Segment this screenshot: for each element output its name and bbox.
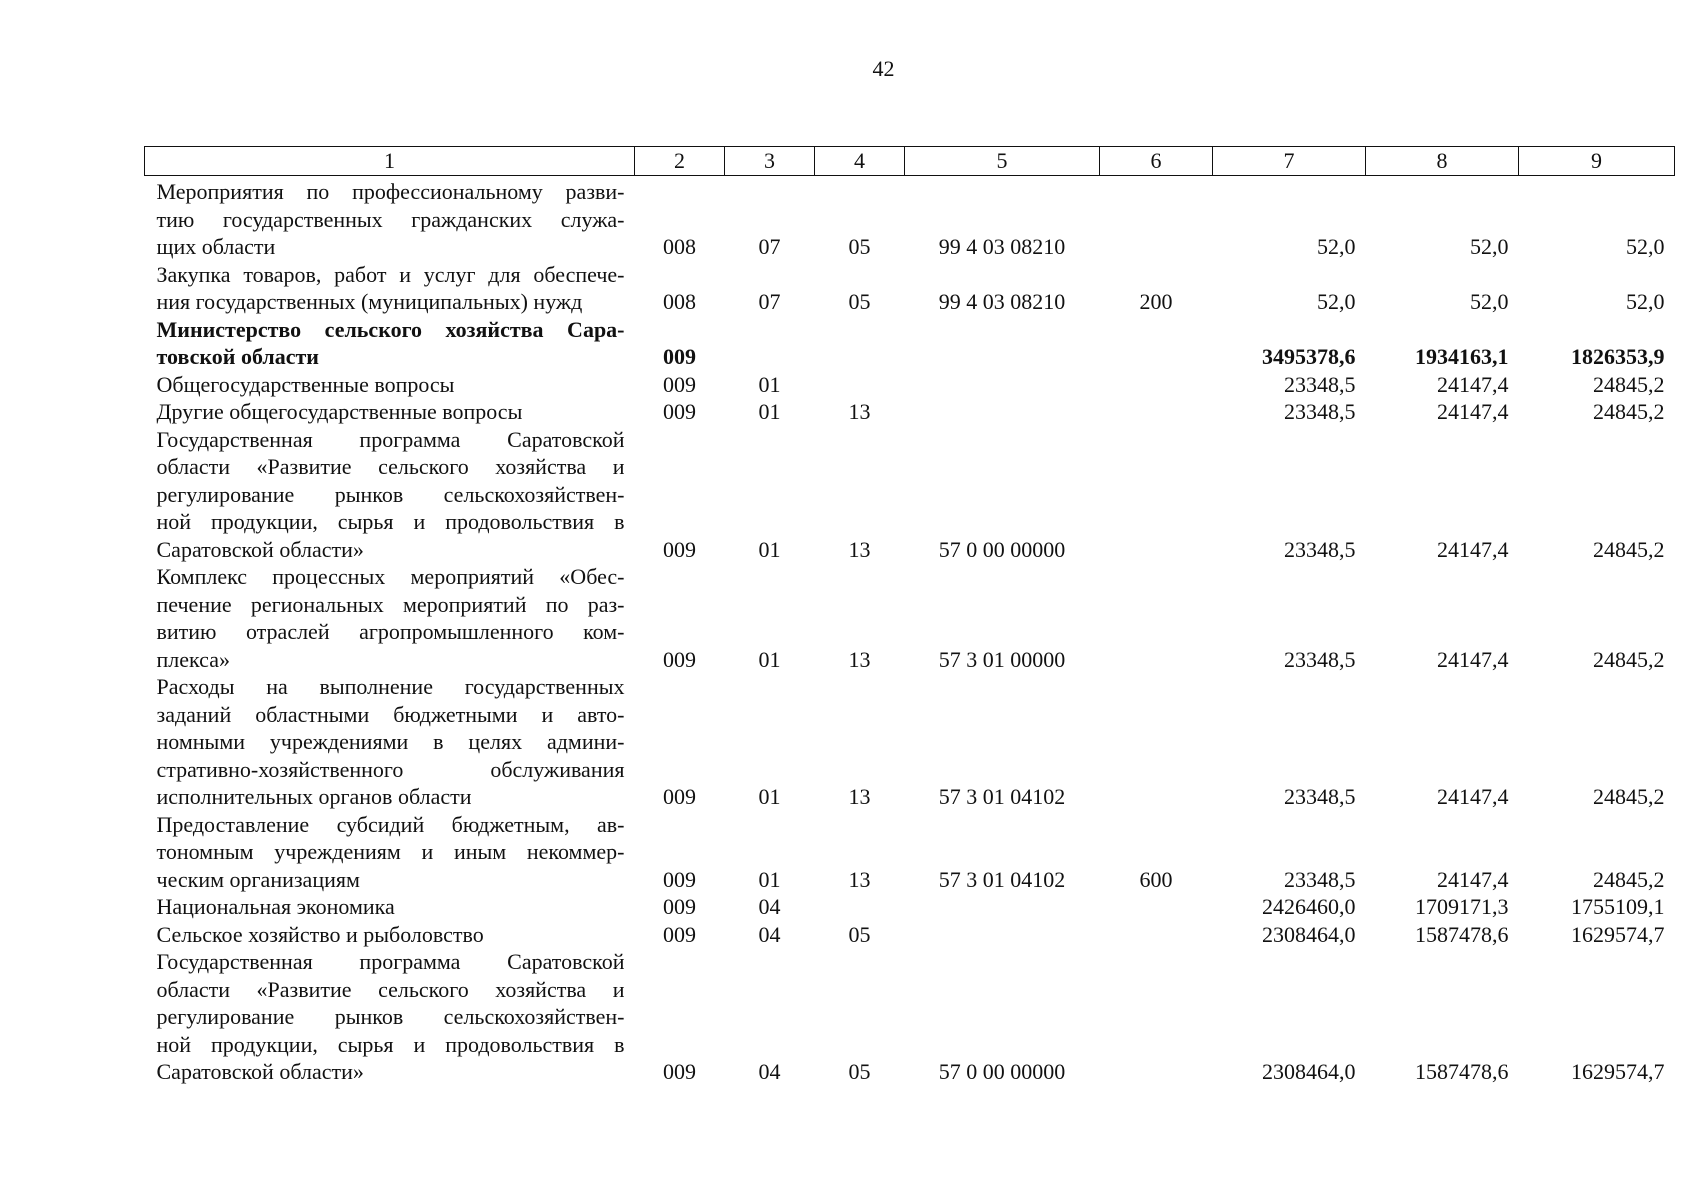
- expense-type-code: [1100, 398, 1213, 426]
- ministry-code: 008: [663, 289, 696, 314]
- column-header: 8: [1366, 147, 1519, 176]
- row-name-line: Саратовской области»: [156, 1059, 364, 1084]
- section-code: 04: [758, 1059, 781, 1084]
- row-name-line: товской области: [156, 344, 319, 369]
- table-row: [145, 316, 1675, 371]
- expense-type-code: [1100, 426, 1213, 564]
- table-row: [145, 673, 1675, 811]
- table-row: [145, 261, 1675, 316]
- target-article-code: 57 0 00 00000: [938, 1059, 1066, 1084]
- amount-col-7: 2308464,0: [1262, 1059, 1356, 1084]
- subsection-code: 13: [848, 536, 871, 562]
- row-name-line: щих области: [156, 234, 276, 259]
- amount-col-7: 23348,5: [1284, 371, 1356, 397]
- page-number: 42: [872, 56, 895, 81]
- amount-col-8: 24147,4: [1437, 784, 1509, 809]
- ministry-code: 009: [663, 784, 696, 809]
- section-code: 07: [758, 234, 781, 259]
- row-name-line: тономным учреждениям и иным некоммер-: [156, 839, 625, 864]
- row-name-line: Другие общегосударственные вопросы: [156, 399, 523, 424]
- amount-col-7: 23348,5: [1284, 646, 1356, 672]
- amount-col-8: 24147,4: [1437, 536, 1509, 562]
- table-row: [145, 563, 1675, 673]
- expense-type-code: [1100, 316, 1213, 371]
- table-row: [145, 176, 1675, 261]
- section-code: 01: [758, 371, 781, 397]
- amount-col-7: 23348,5: [1284, 399, 1356, 424]
- row-name-line: Государственная программа Саратовской: [156, 426, 625, 452]
- amount-col-9: 1755109,1: [1571, 894, 1665, 919]
- column-header: 7: [1213, 147, 1366, 176]
- expense-type-code: [1100, 673, 1213, 811]
- subsection-code: 05: [848, 289, 871, 314]
- column-number-header-row: [145, 147, 1675, 176]
- ministry-code: 009: [663, 921, 696, 947]
- row-name-line: Предоставление субсидий бюджетным, ав-: [156, 811, 625, 837]
- expense-type-code: [1100, 371, 1213, 399]
- expense-type-code: [1100, 176, 1213, 261]
- amount-col-8: 1934163,1: [1415, 344, 1509, 369]
- row-name: [145, 176, 635, 261]
- budget-table: [144, 146, 1675, 1086]
- ministry-code: 009: [663, 646, 696, 672]
- table-row: [145, 811, 1675, 894]
- amount-col-7: 52,0: [1317, 234, 1356, 259]
- target-article-code: [905, 398, 1100, 426]
- expense-type-code: [1100, 893, 1213, 921]
- row-name-line: тию государственных гражданских служа-: [156, 206, 625, 232]
- row-name: [145, 921, 635, 949]
- row-name-line: Государственная программа Саратовской: [156, 949, 625, 974]
- row-name: [145, 426, 635, 564]
- row-name-line: Мероприятия по профессиональному разви-: [156, 179, 625, 204]
- ministry-code: 008: [663, 234, 696, 259]
- table-row: [145, 426, 1675, 564]
- target-article-code: [905, 893, 1100, 921]
- table-row: [145, 371, 1675, 399]
- row-name-line: Саратовской области»: [156, 536, 364, 562]
- table-row: [145, 893, 1675, 921]
- row-name-line: печение региональных мероприятий по раз-: [156, 591, 625, 617]
- table-row: [145, 921, 1675, 949]
- subsection-code: [815, 371, 905, 399]
- amount-col-8: 1709171,3: [1415, 894, 1509, 919]
- target-article-code: [905, 921, 1100, 949]
- row-name-line: исполнительных органов области: [156, 784, 472, 809]
- amount-col-8: 24147,4: [1437, 399, 1509, 424]
- column-header: 1: [145, 147, 635, 176]
- subsection-code: [815, 893, 905, 921]
- table-row: [145, 948, 1675, 1086]
- row-name: [145, 398, 635, 426]
- row-name-line: Общегосударственные вопросы: [156, 371, 455, 397]
- amount-col-9: 52,0: [1626, 234, 1665, 259]
- row-name-line: стративно-хозяйственного обслуживания: [156, 756, 625, 782]
- section-code: 01: [758, 784, 781, 809]
- amount-col-9: 24845,2: [1593, 399, 1665, 424]
- amount-col-7: 23348,5: [1284, 866, 1356, 892]
- section-code: 01: [758, 399, 781, 424]
- row-name-line: регулирование рынков сельскохозяйствен-: [156, 1004, 625, 1029]
- row-name-line: ния государственных (муниципальных) нужд: [156, 289, 583, 314]
- row-name-line: области «Развитие сельского хозяйства и: [156, 454, 625, 479]
- subsection-code: 05: [848, 1059, 871, 1084]
- amount-col-9: 52,0: [1626, 289, 1665, 314]
- subsection-code: 05: [848, 234, 871, 259]
- column-header: 3: [725, 147, 815, 176]
- section-code: 01: [758, 866, 781, 892]
- target-article-code: 57 3 01 04102: [938, 866, 1066, 892]
- table-row: [145, 398, 1675, 426]
- ministry-code: 009: [663, 344, 696, 369]
- amount-col-8: 24147,4: [1437, 646, 1509, 672]
- column-header: 4: [815, 147, 905, 176]
- section-code: 01: [758, 536, 781, 562]
- row-name-line: Расходы на выполнение государственных: [156, 674, 625, 699]
- row-name-line: Национальная экономика: [156, 894, 395, 919]
- ministry-code: 009: [663, 371, 696, 397]
- row-name-line: регулирование рынков сельскохозяйствен-: [156, 481, 625, 507]
- amount-col-8: 52,0: [1470, 289, 1509, 314]
- expense-type-code: [1100, 563, 1213, 673]
- subsection-code: 13: [848, 646, 871, 672]
- amount-col-9: 24845,2: [1593, 646, 1665, 672]
- row-name: [145, 563, 635, 673]
- amount-col-8: 52,0: [1470, 234, 1509, 259]
- amount-col-7: 23348,5: [1284, 784, 1356, 809]
- amount-col-9: 1826353,9: [1571, 344, 1665, 369]
- section-code: 04: [758, 921, 781, 947]
- ministry-code: 009: [663, 866, 696, 892]
- amount-col-9: 24845,2: [1593, 371, 1665, 397]
- row-name-line: заданий областными бюджетными и авто-: [156, 701, 625, 727]
- target-article-code: [905, 371, 1100, 399]
- expense-type-code: [1100, 921, 1213, 949]
- amount-col-9: 24845,2: [1593, 866, 1665, 892]
- expense-type-code: 200: [1139, 289, 1173, 314]
- target-article-code: 57 3 01 04102: [938, 784, 1066, 809]
- expense-type-code: 600: [1139, 866, 1173, 892]
- row-name-line: Комплекс процессных мероприятий «Обес-: [156, 564, 625, 589]
- row-name-line: Сельское хозяйство и рыболовство: [156, 921, 484, 947]
- subsection-code: [815, 316, 905, 371]
- ministry-code: 009: [663, 399, 696, 424]
- subsection-code: 05: [848, 921, 871, 947]
- column-header: 6: [1100, 147, 1213, 176]
- subsection-code: 13: [848, 784, 871, 809]
- section-code: 01: [758, 646, 781, 672]
- amount-col-9: 24845,2: [1593, 784, 1665, 809]
- amount-col-7: 3495378,6: [1262, 344, 1356, 369]
- row-name-line: плекса»: [156, 646, 230, 672]
- amount-col-8: 1587478,6: [1415, 1059, 1509, 1084]
- ministry-code: 009: [663, 1059, 696, 1084]
- amount-col-9: 1629574,7: [1571, 1059, 1665, 1084]
- row-name: [145, 316, 635, 371]
- section-code: [725, 316, 815, 371]
- table-body: [145, 176, 1675, 1086]
- row-name: [145, 893, 635, 921]
- row-name-line: номными учреждениями в целях админи-: [156, 729, 625, 754]
- amount-col-8: 24147,4: [1437, 866, 1509, 892]
- column-header: 2: [635, 147, 725, 176]
- target-article-code: 57 0 00 00000: [938, 536, 1066, 562]
- row-name: [145, 673, 635, 811]
- section-code: 04: [758, 894, 781, 919]
- amount-col-7: 52,0: [1317, 289, 1356, 314]
- row-name: [145, 811, 635, 894]
- row-name-line: Министерство сельского хозяйства Сара-: [156, 316, 625, 342]
- row-name: [145, 371, 635, 399]
- row-name-line: витию отраслей агропромышленного ком-: [156, 619, 625, 644]
- target-article-code: 57 3 01 00000: [938, 646, 1066, 672]
- subsection-code: 13: [848, 866, 871, 892]
- amount-col-7: 2426460,0: [1262, 894, 1356, 919]
- row-name: [145, 948, 635, 1086]
- amount-col-8: 1587478,6: [1415, 921, 1509, 947]
- expense-type-code: [1100, 948, 1213, 1086]
- column-header: 9: [1519, 147, 1675, 176]
- amount-col-7: 23348,5: [1284, 536, 1356, 562]
- row-name-line: ной продукции, сырья и продовольствия в: [156, 1031, 625, 1057]
- row-name-line: ной продукции, сырья и продовольствия в: [156, 509, 625, 534]
- target-article-code: 99 4 03 08210: [938, 234, 1066, 259]
- amount-col-7: 2308464,0: [1262, 921, 1356, 947]
- target-article-code: 99 4 03 08210: [938, 289, 1066, 314]
- row-name: [145, 261, 635, 316]
- subsection-code: 13: [848, 399, 871, 424]
- row-name-line: ческим организациям: [156, 866, 360, 892]
- row-name-line: Закупка товаров, работ и услуг для обеспече-: [156, 261, 625, 287]
- amount-col-8: 24147,4: [1437, 371, 1509, 397]
- row-name-line: области «Развитие сельского хозяйства и: [156, 976, 625, 1002]
- target-article-code: [905, 316, 1100, 371]
- amount-col-9: 24845,2: [1593, 536, 1665, 562]
- ministry-code: 009: [663, 536, 696, 562]
- amount-col-9: 1629574,7: [1571, 921, 1665, 947]
- ministry-code: 009: [663, 894, 696, 919]
- section-code: 07: [758, 289, 781, 314]
- column-header: 5: [905, 147, 1100, 176]
